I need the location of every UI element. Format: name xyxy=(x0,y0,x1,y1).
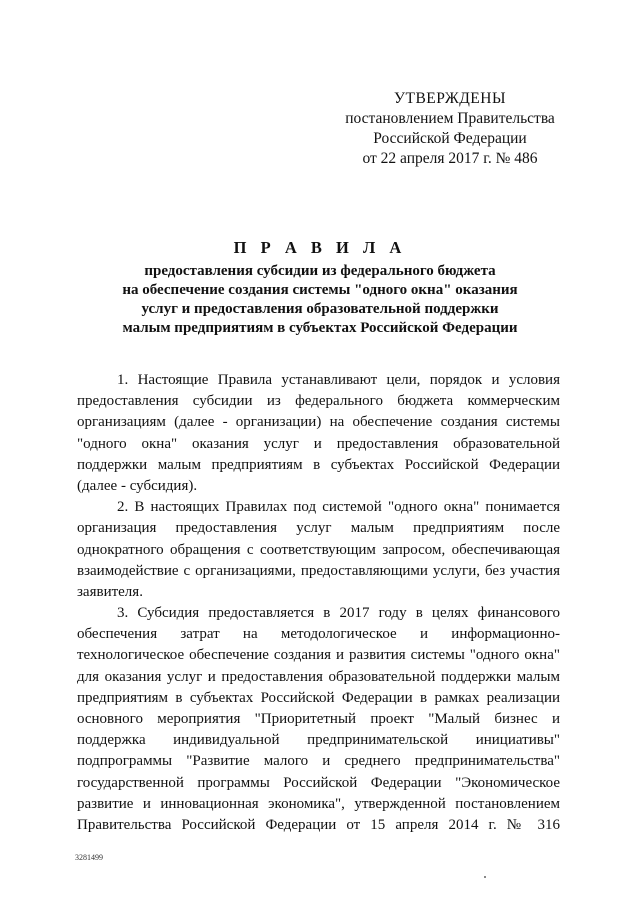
subtitle-line: на обеспечение создания системы "одного окна" оказания xyxy=(122,282,518,298)
subtitle-line: услуг и предоставления образовательной поддержки xyxy=(141,301,499,317)
approval-line-1: постановлением Правительства xyxy=(345,110,555,127)
document-subtitle xyxy=(70,262,570,338)
text-line: обеспечения затрат на методологическое и информационно- xyxy=(77,626,560,643)
approval-block xyxy=(330,89,570,169)
document-code: 3281499 xyxy=(75,853,103,862)
paragraph-3 xyxy=(77,603,560,836)
text-line: 3. Субсидия предоставляется в 2017 году в целях финансового xyxy=(117,605,560,622)
document-title: П Р А В И Л А xyxy=(233,238,407,257)
text-line: 2. В настоящих Правилах под системой "одного окна" понимается xyxy=(117,499,560,516)
approval-heading: УТВЕРЖДЕНЫ xyxy=(394,90,506,107)
paragraph-2 xyxy=(77,497,560,603)
text-line: (далее - субсидия). xyxy=(77,477,198,494)
text-line: "одного окна" оказания услуг и предоставления образовательной xyxy=(77,435,560,452)
text-line: организация предоставления услуг малым предприятиям после xyxy=(77,520,560,537)
text-line: 1. Настоящие Правила устанавливают цели, порядок и условия xyxy=(117,372,560,388)
text-line: предоставления субсидии из федерального бюджета коммерческим xyxy=(77,393,560,410)
text-line: государственной программы Российской Федерации "Экономическое xyxy=(77,774,560,791)
text-line: для оказания услуг и предоставления образовательной поддержки малым xyxy=(77,668,560,685)
text-line: Правительства Российской Федерации от 15 апреля 2014 г. № 316 xyxy=(77,816,560,833)
text-line: поддержки малым предприятиям в субъектах Российской Федерации xyxy=(77,456,560,473)
text-line: развитие и инновационная экономика", утвержденной постановлением xyxy=(77,795,560,812)
text-line: однократного обращения с соответствующим запросом, обеспечивающая xyxy=(77,541,560,558)
text-line: взаимодействие с организациями, предоставляющими услуги, без участия xyxy=(77,562,560,579)
text-line: организациям (далее - организации) на обеспечение создания системы xyxy=(77,414,560,431)
scan-speck xyxy=(484,876,486,878)
subtitle-line: малым предприятиям в субъектах Российской Федерации xyxy=(122,320,518,336)
approval-line-3: от 22 апреля 2017 г. № 486 xyxy=(362,150,538,167)
subtitle-line: предоставления субсидии из федерального бюджета xyxy=(144,263,496,279)
text-line: технологическое обеспечение создания и развития системы "одного окна" xyxy=(77,647,560,664)
text-line: заявителя. xyxy=(77,583,143,600)
text-line: предприятиям в субъектах Российской Федерации в рамках реализации xyxy=(77,689,560,706)
document-body xyxy=(77,370,560,836)
text-line: основного мероприятия "Приоритетный проект "Малый бизнес и xyxy=(77,711,560,727)
text-line: поддержка индивидуальной предпринимательской инициативы" xyxy=(77,732,560,749)
paragraph-1 xyxy=(77,370,560,497)
text-line: подпрограммы "Развитие малого и среднего предпринимательства" xyxy=(77,753,560,770)
approval-line-2: Российской Федерации xyxy=(373,130,527,147)
